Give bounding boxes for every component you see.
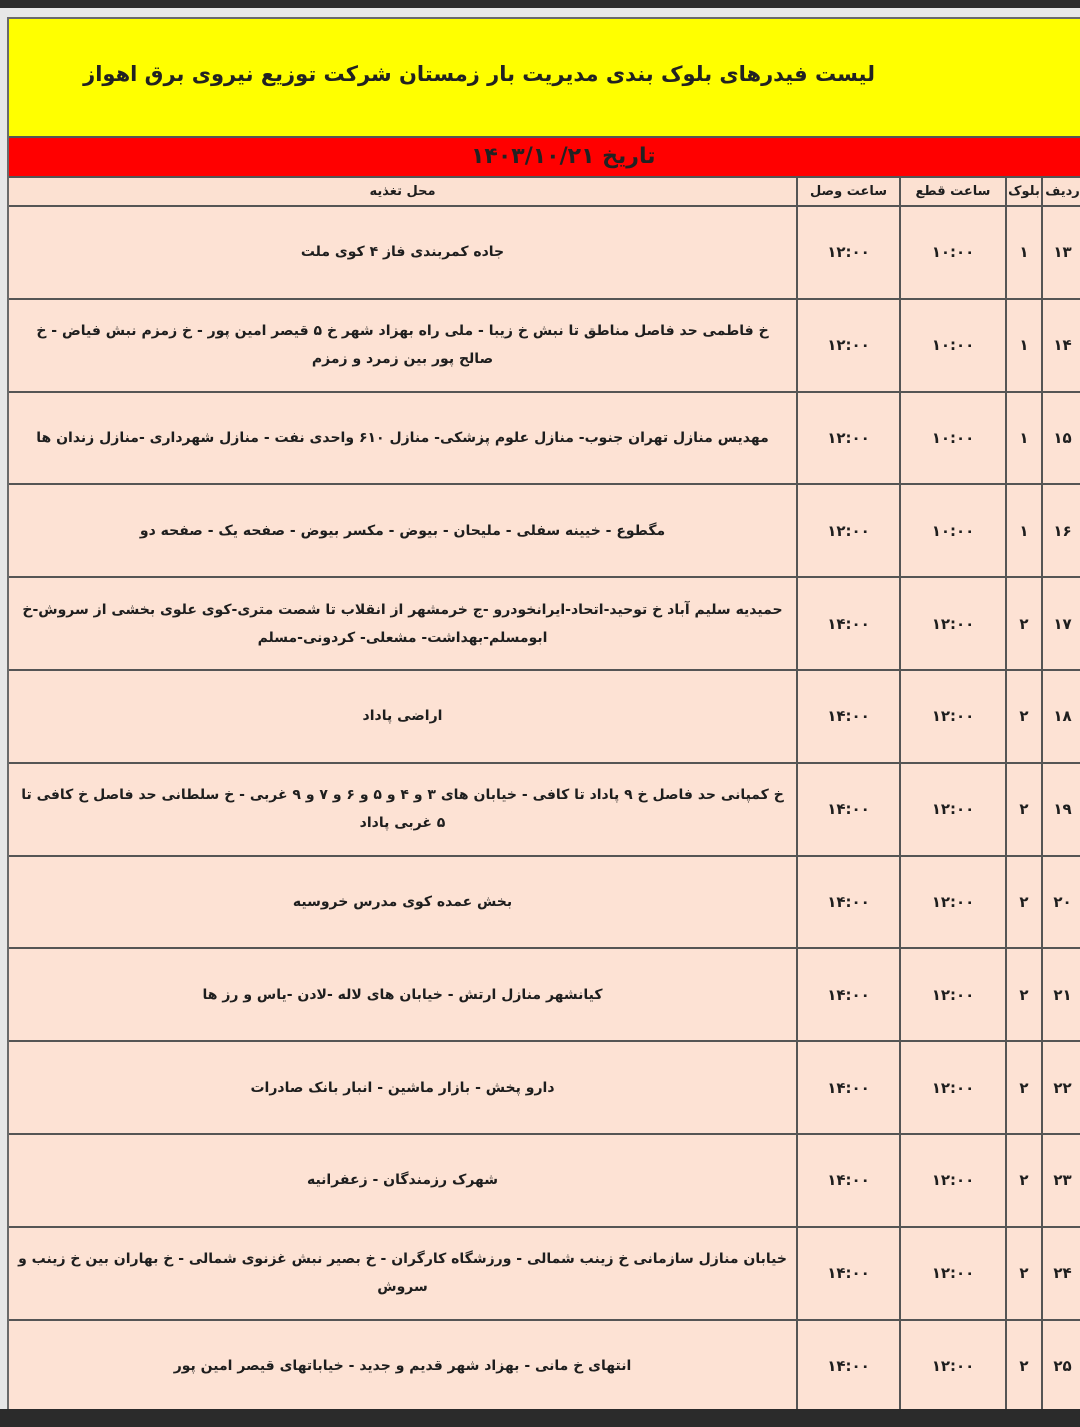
table-row	[9, 671, 1080, 764]
row-index: ۲۵	[1041, 1321, 1080, 1409]
row-location: جاده کمربندی فاز ۴ کوی ملت	[300, 244, 505, 261]
row-index: ۲۳	[1041, 1135, 1080, 1226]
header-connect-time: ساعت وصل	[796, 178, 899, 205]
table-row	[9, 857, 1080, 950]
table-row	[9, 485, 1080, 578]
table-row	[9, 578, 1080, 671]
date-band	[9, 138, 1080, 178]
row-block: ۱	[1005, 207, 1041, 298]
row-cut-time: ۱۲:۰۰	[899, 1321, 1005, 1409]
row-location: مگطوع - خیینه سفلی - ملیحان - بیوض - مکسر بیوض - صفحه یک - صفحه دو	[139, 522, 666, 539]
row-connect-time: ۱۴:۰۰	[796, 764, 899, 855]
row-index: ۱۳	[1041, 207, 1080, 298]
page-title: لیست فیدرهای بلوک بندی مدیریت بار زمستان شرکت توزیع نیروی برق اهواز	[83, 62, 875, 86]
row-index: ۱۸	[1041, 671, 1080, 762]
row-location: خ فاطمی حد فاصل مناطق تا نبش خ زیبا - ملی راه بهزاد شهر خ ۵ قیصر امین پور - خ زمزم نبش فیاض - خ صالح پور بین زمرد و زمزم	[36, 323, 769, 368]
date-label: تاریخ ۱۴۰۳/۱۰/۲۱	[471, 144, 656, 169]
row-connect-time: ۱۴:۰۰	[796, 578, 899, 669]
row-block: ۲	[1005, 764, 1041, 855]
row-index: ۲۲	[1041, 1042, 1080, 1133]
row-cut-time: ۱۲:۰۰	[899, 764, 1005, 855]
row-index: ۱۹	[1041, 764, 1080, 855]
row-connect-time: ۱۲:۰۰	[796, 300, 899, 391]
table-row	[9, 1042, 1080, 1135]
row-block: ۲	[1005, 857, 1041, 948]
row-cut-time: ۱۲:۰۰	[899, 671, 1005, 762]
table-body	[9, 207, 1080, 1409]
row-cut-time: ۱۲:۰۰	[899, 949, 1005, 1040]
row-cut-time: ۱۰:۰۰	[899, 393, 1005, 484]
row-cut-time: ۱۲:۰۰	[899, 1228, 1005, 1319]
table-row	[9, 1228, 1080, 1321]
row-location: شهرک رزمندگان - زعفرانیه	[306, 1172, 499, 1189]
header-cut-time: ساعت قطع	[899, 178, 1005, 205]
row-block: ۲	[1005, 1228, 1041, 1319]
row-index: ۱۵	[1041, 393, 1080, 484]
row-cut-time: ۱۲:۰۰	[899, 578, 1005, 669]
row-location: حمیدیه سلیم آباد خ توحید-اتحاد-ایرانخودرو -ج خرمشهر از انقلاب تا شصت متری-کوی علوی بخشی از سروش-خ ابومسلم-بهداشت- مشعلی- کردونی-مسلم	[22, 601, 783, 646]
table-row	[9, 764, 1080, 857]
row-block: ۲	[1005, 1042, 1041, 1133]
row-cut-time: ۱۲:۰۰	[899, 857, 1005, 948]
row-block: ۱	[1005, 300, 1041, 391]
row-block: ۲	[1005, 671, 1041, 762]
row-location: کیانشهر منازل ارتش - خیابان های لاله -لادن -یاس و رز ها	[202, 986, 603, 1003]
row-location: بخش عمده کوی مدرس خروسیه	[292, 893, 513, 910]
row-block: ۲	[1005, 949, 1041, 1040]
row-location: خیابان منازل سازمانی خ زینب شمالی - ورزشگاه کارگران - خ بصیر نبش غزنوی شمالی - خ بهاران بین خ زینب و سروش	[18, 1251, 787, 1296]
row-index: ۲۴	[1041, 1228, 1080, 1319]
row-location: مهدیس منازل تهران جنوب- منازل علوم پزشکی- منازل ۶۱۰ واحدی نفت - منازل شهرداری -منازل زندان ها	[36, 429, 769, 446]
header-index: ردیف	[1041, 178, 1080, 205]
row-connect-time: ۱۴:۰۰	[796, 1228, 899, 1319]
row-index: ۲۱	[1041, 949, 1080, 1040]
row-connect-time: ۱۴:۰۰	[796, 1135, 899, 1226]
row-connect-time: ۱۲:۰۰	[796, 393, 899, 484]
row-cut-time: ۱۰:۰۰	[899, 300, 1005, 391]
header-block: بلوک	[1005, 178, 1041, 205]
row-connect-time: ۱۲:۰۰	[796, 485, 899, 576]
row-connect-time: ۱۴:۰۰	[796, 1042, 899, 1133]
row-cut-time: ۱۲:۰۰	[899, 1042, 1005, 1133]
top-bar	[0, 0, 1080, 8]
row-index: ۱۴	[1041, 300, 1080, 391]
row-connect-time: ۱۴:۰۰	[796, 949, 899, 1040]
row-index: ۱۷	[1041, 578, 1080, 669]
header-location: محل تغذیه	[369, 184, 436, 199]
row-location: انتهای خ مانی - بهزاد شهر قدیم و جدید - خیاباتهای قیصر امین پور	[173, 1357, 632, 1374]
table-row	[9, 949, 1080, 1042]
row-block: ۱	[1005, 485, 1041, 576]
table-row	[9, 300, 1080, 393]
row-connect-time: ۱۲:۰۰	[796, 207, 899, 298]
table-row	[9, 207, 1080, 300]
row-index: ۲۰	[1041, 857, 1080, 948]
table-header	[9, 178, 1080, 207]
table-row	[9, 1135, 1080, 1228]
bottom-bar	[0, 1409, 1080, 1427]
row-connect-time: ۱۴:۰۰	[796, 857, 899, 948]
row-location: دارو پخش - بازار ماشین - انبار بانک صادرات	[250, 1079, 555, 1096]
title-band	[9, 19, 1080, 138]
row-connect-time: ۱۴:۰۰	[796, 1321, 899, 1409]
row-block: ۲	[1005, 578, 1041, 669]
row-location: خ کمپانی حد فاصل خ ۹ پاداد تا کافی - خیابان های ۳ و ۴ و ۵ و ۶ و ۷ و ۹ غربی - خ سلطانی حد فاصل خ کافی تا ۵ غربی پاداد	[21, 787, 784, 832]
table-row	[9, 393, 1080, 486]
row-block: ۱	[1005, 393, 1041, 484]
row-location: اراضی پاداد	[362, 708, 443, 725]
schedule-sheet	[7, 17, 1080, 1409]
row-cut-time: ۱۲:۰۰	[899, 1135, 1005, 1226]
row-cut-time: ۱۰:۰۰	[899, 485, 1005, 576]
row-index: ۱۶	[1041, 485, 1080, 576]
row-block: ۲	[1005, 1321, 1041, 1409]
row-cut-time: ۱۰:۰۰	[899, 207, 1005, 298]
table-row	[9, 1321, 1080, 1409]
row-connect-time: ۱۴:۰۰	[796, 671, 899, 762]
row-block: ۲	[1005, 1135, 1041, 1226]
